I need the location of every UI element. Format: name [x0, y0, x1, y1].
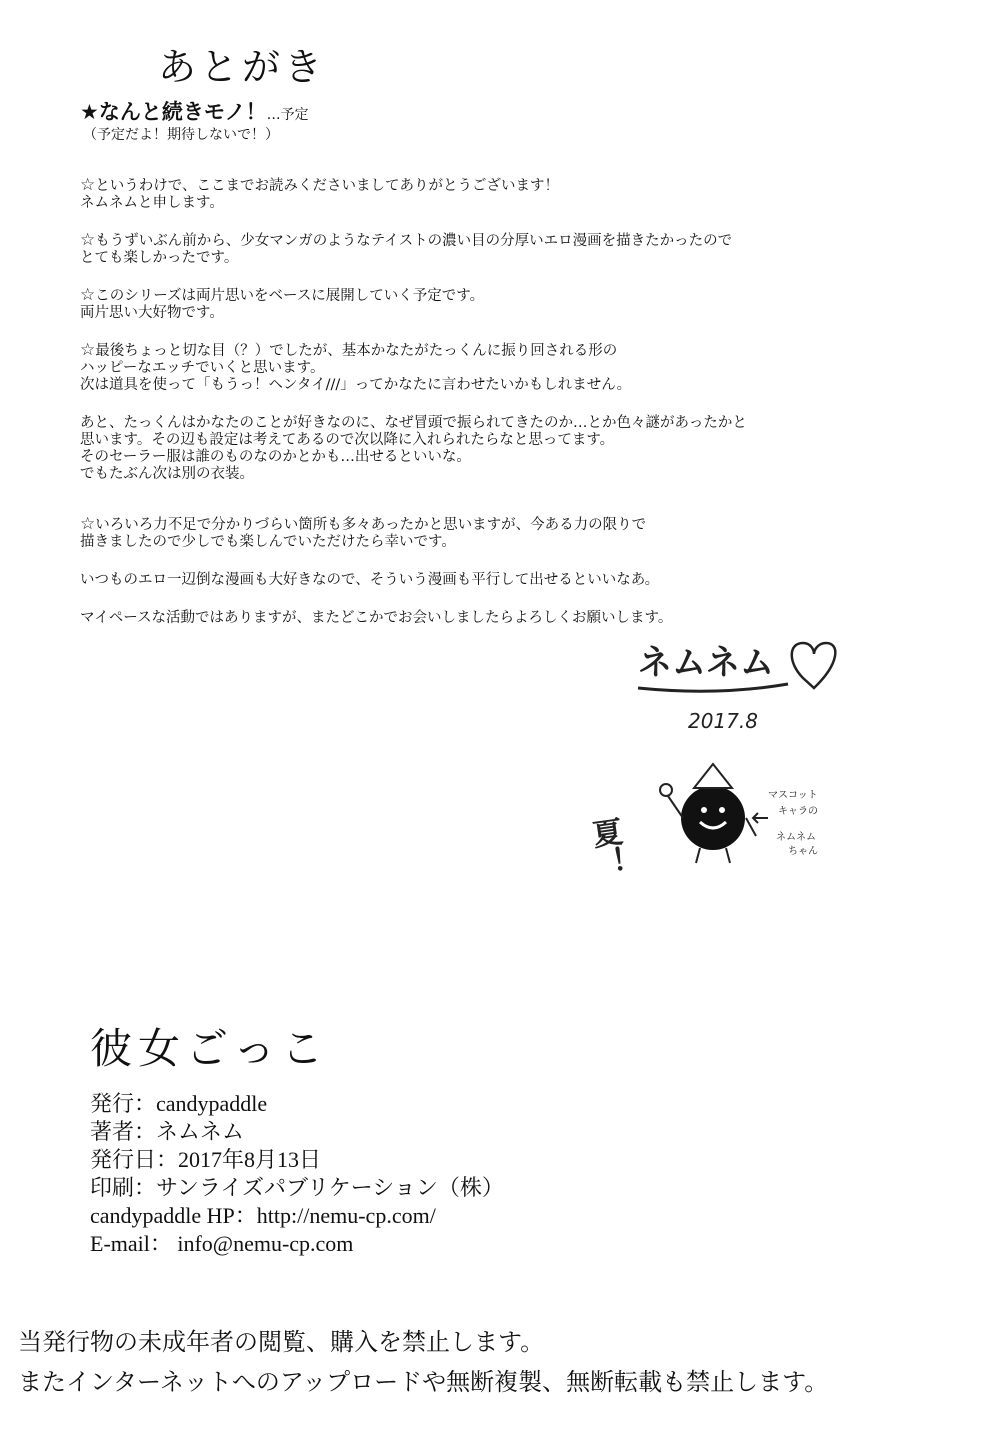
afterword-paragraph	[80, 175, 840, 212]
line-text: ハッピーなエッチでいくと思います。	[80, 360, 325, 376]
paragraph-line	[80, 305, 840, 322]
paragraph-line	[80, 340, 840, 360]
legal-notice	[18, 1322, 828, 1402]
line-text: あと、たっくんはかなたのことが好きなのに、なぜ冒頭で振られてきたのか…とか色々謎があったかと	[80, 415, 747, 431]
paragraph-line	[80, 432, 840, 449]
signature-illustration	[584, 618, 843, 880]
paragraph-line	[80, 514, 840, 534]
paragraph-line	[80, 230, 840, 250]
lead-title: なんと続きモノ！	[98, 100, 267, 124]
line-text: でもたぶん次は別の衣装。	[80, 466, 254, 482]
paragraph-line	[80, 572, 840, 589]
summer-exclaim: 夏！	[584, 815, 628, 880]
afterword-body	[80, 175, 840, 648]
spoon-icon	[660, 784, 672, 796]
paragraph-line	[80, 466, 840, 483]
afterword-paragraph	[80, 572, 840, 589]
star-outline-icon: ☆	[80, 340, 96, 360]
mascot-note: ネムネム	[776, 832, 816, 843]
afterword-paragraph	[80, 514, 840, 551]
line-text: 両片思い大好物です。	[80, 305, 224, 321]
mascot-body-icon	[681, 786, 745, 850]
line-text: マイペースな活動ではありますが、またどこかでお会いしましたらよろしくお願いします。	[80, 610, 673, 626]
heart-icon	[792, 643, 836, 688]
paragraph-line	[80, 285, 840, 305]
black-star-icon: ★	[80, 100, 99, 124]
line-text: いつものエロ一辺倒な漫画も大好きなので、そういう漫画も平行して出せるといいなあ。	[80, 572, 660, 588]
signature-date: 2017.8	[688, 709, 758, 733]
star-outline-icon: ☆	[80, 175, 96, 195]
signature-name: ネムネム	[638, 643, 774, 683]
paragraph-line	[80, 360, 840, 377]
star-outline-icon: ☆	[80, 230, 96, 250]
paragraph-line	[80, 415, 840, 432]
paragraph-line	[80, 377, 840, 394]
line-text: というわけで、ここまでお読みくださいましてありがとうございます！	[95, 178, 559, 194]
line-text: 描きましたので少しでも楽しんでいただけたら幸いです。	[80, 534, 456, 550]
line-text: 思います。その辺も設定は考えてあるので次以降に入れられたらなと思ってます。	[80, 432, 615, 448]
printer-line: 印刷：サンライズパブリケーション（株）	[90, 1175, 504, 1200]
line-text: このシリーズは両片思いをベースに展開していく予定です。	[95, 288, 485, 304]
paragraph-line	[80, 449, 840, 466]
date-line: 発行日：2017年8月13日	[90, 1147, 322, 1172]
colophon	[90, 1016, 504, 1258]
paragraph-line	[80, 195, 840, 212]
paragraph-line	[80, 175, 840, 195]
mascot-note: マスコット	[768, 790, 818, 801]
notice-line: またインターネットへのアップロードや無断複製、無断転載も禁止します。	[18, 1368, 829, 1396]
book-title: 彼女ごっこ	[90, 1024, 330, 1073]
line-text: ネムネムと申します。	[80, 195, 224, 211]
lead-line	[80, 96, 309, 126]
lead-suffix: …予定	[266, 107, 309, 123]
afterword-heading: あとがき	[158, 45, 327, 89]
line-text: いろいろ力不足で分かりづらい箇所も多々あったかと思いますが、今ある力の限りで	[95, 517, 647, 533]
mascot-note: ちゃん	[788, 846, 818, 857]
line-text: とても楽しかったです。	[80, 250, 239, 266]
mascot-eye-icon	[701, 807, 707, 813]
arrow-icon	[753, 813, 768, 823]
homepage-line: candypaddle HP：http://nemu-cp.com/	[90, 1203, 436, 1228]
email-line: E-mail： info@nemu-cp.com	[90, 1231, 354, 1256]
mascot-legs	[696, 848, 730, 863]
line-text: もうずいぶん前から、少女マンガのようなテイストの濃い目の分厚いエロ漫画を描きたかったので	[95, 233, 733, 249]
mascot-note: キャラの	[778, 806, 818, 817]
line-text: 次は道具を使って「もうっ！ヘンタイ///」ってかなたに言わせたいかもしれません。	[80, 377, 632, 393]
line-text: 最後ちょっと切な目（？）でしたが、基本かなたがたっくんに振り回される形の	[95, 343, 618, 359]
afterword-paragraph	[80, 230, 840, 267]
shaved-ice-icon	[694, 764, 732, 788]
star-outline-icon: ☆	[80, 285, 96, 305]
paragraph-line	[80, 534, 840, 551]
star-outline-icon: ☆	[80, 514, 96, 534]
paragraph-line	[80, 250, 840, 267]
afterword-paragraph	[80, 285, 840, 322]
afterword-paragraph	[80, 340, 840, 394]
afterword-paragraph	[80, 415, 840, 483]
lead-subtitle: （予定だよ！期待しないで！）	[83, 127, 279, 143]
mascot-eye-icon	[719, 807, 725, 813]
line-text: そのセーラー服は誰のものなのかとかも…出せるといいな。	[80, 449, 471, 465]
publisher-line: 発行：candypaddle	[90, 1091, 268, 1116]
signature-underline	[638, 684, 788, 691]
notice-line: 当発行物の未成年者の閲覧、購入を禁止します。	[18, 1328, 545, 1356]
author-line: 著者：ネムネム	[90, 1119, 245, 1144]
